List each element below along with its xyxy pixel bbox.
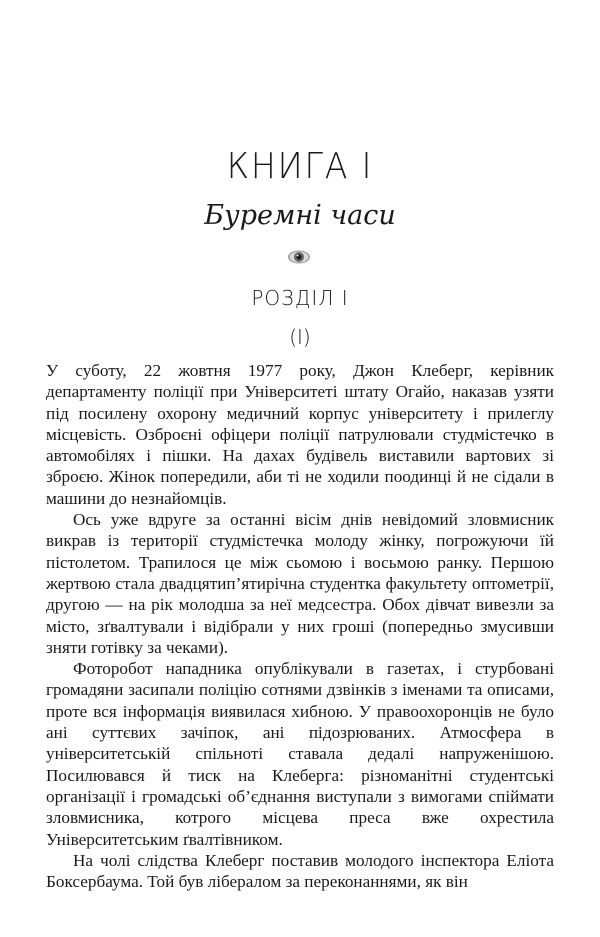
- eye-icon: [287, 249, 311, 265]
- paragraph-3: Фоторобот нападника опублікували в газетах, і стурбовані громадяни засипали поліцію сотнями дзвінків з іменами та описами, проте вся інформація виявилася хибною. У правоохоронців не було ані суттєвих зачіпок, ані підозрюваних. Атмосфера в університетській спільноті ставала дедалі напруженішою. Посилювався й тиск на Клеберга: різноманітні студентські організації і громадські об’єднання виступали з вимогами спіймати зловмисника, котрого місцева преса вже охрестила Університетським ґвалтівником.: [46, 659, 554, 849]
- book-title: КНИГА I: [226, 146, 374, 187]
- paragraph-4: На чолі слідства Клеберг поставив молодого інспектора Еліота Боксербаума. Той був лібералом за переконаннями, як він: [46, 850, 554, 892]
- paragraph-1: У суботу, 22 жовтня 1977 року, Джон Клеберг, керівник департаменту поліції при Університеті штату Огайо, наказав узяти під посилену охорону медичний корпус університету і прилеглу місцевість. Озброєні офіцери поліції патрулювали студмістечко в автомобілях і пішки. На дахах будівель виставили вартових зі зброєю. Жінок попередили, аби ті не ходили поодинці й не сідали в машини до незнайомців.: [46, 361, 554, 508]
- chapter-title: РОЗДІЛ I: [251, 286, 349, 310]
- paragraph-2: Ось уже вдруге за останні вісім днів невідомий зловмисник викрав із території студмістечка молоду жінку, погрожуючи їй пістолетом. Трапилося це між сьомою і восьмою ранку. Першою жертвою стала двадцятип’ятирічна студентка факультету оптометрії, другою — на рік молодша за неї медсестра. Обох дівчат вивезли за місто, зґвалтували і відібрали у них гроші (попередньо змусивши зняти готівку за чеками).: [46, 510, 554, 657]
- body-text: [46, 360, 554, 892]
- section-number: (I): [289, 325, 311, 349]
- book-subtitle: Буремні часи: [204, 200, 396, 231]
